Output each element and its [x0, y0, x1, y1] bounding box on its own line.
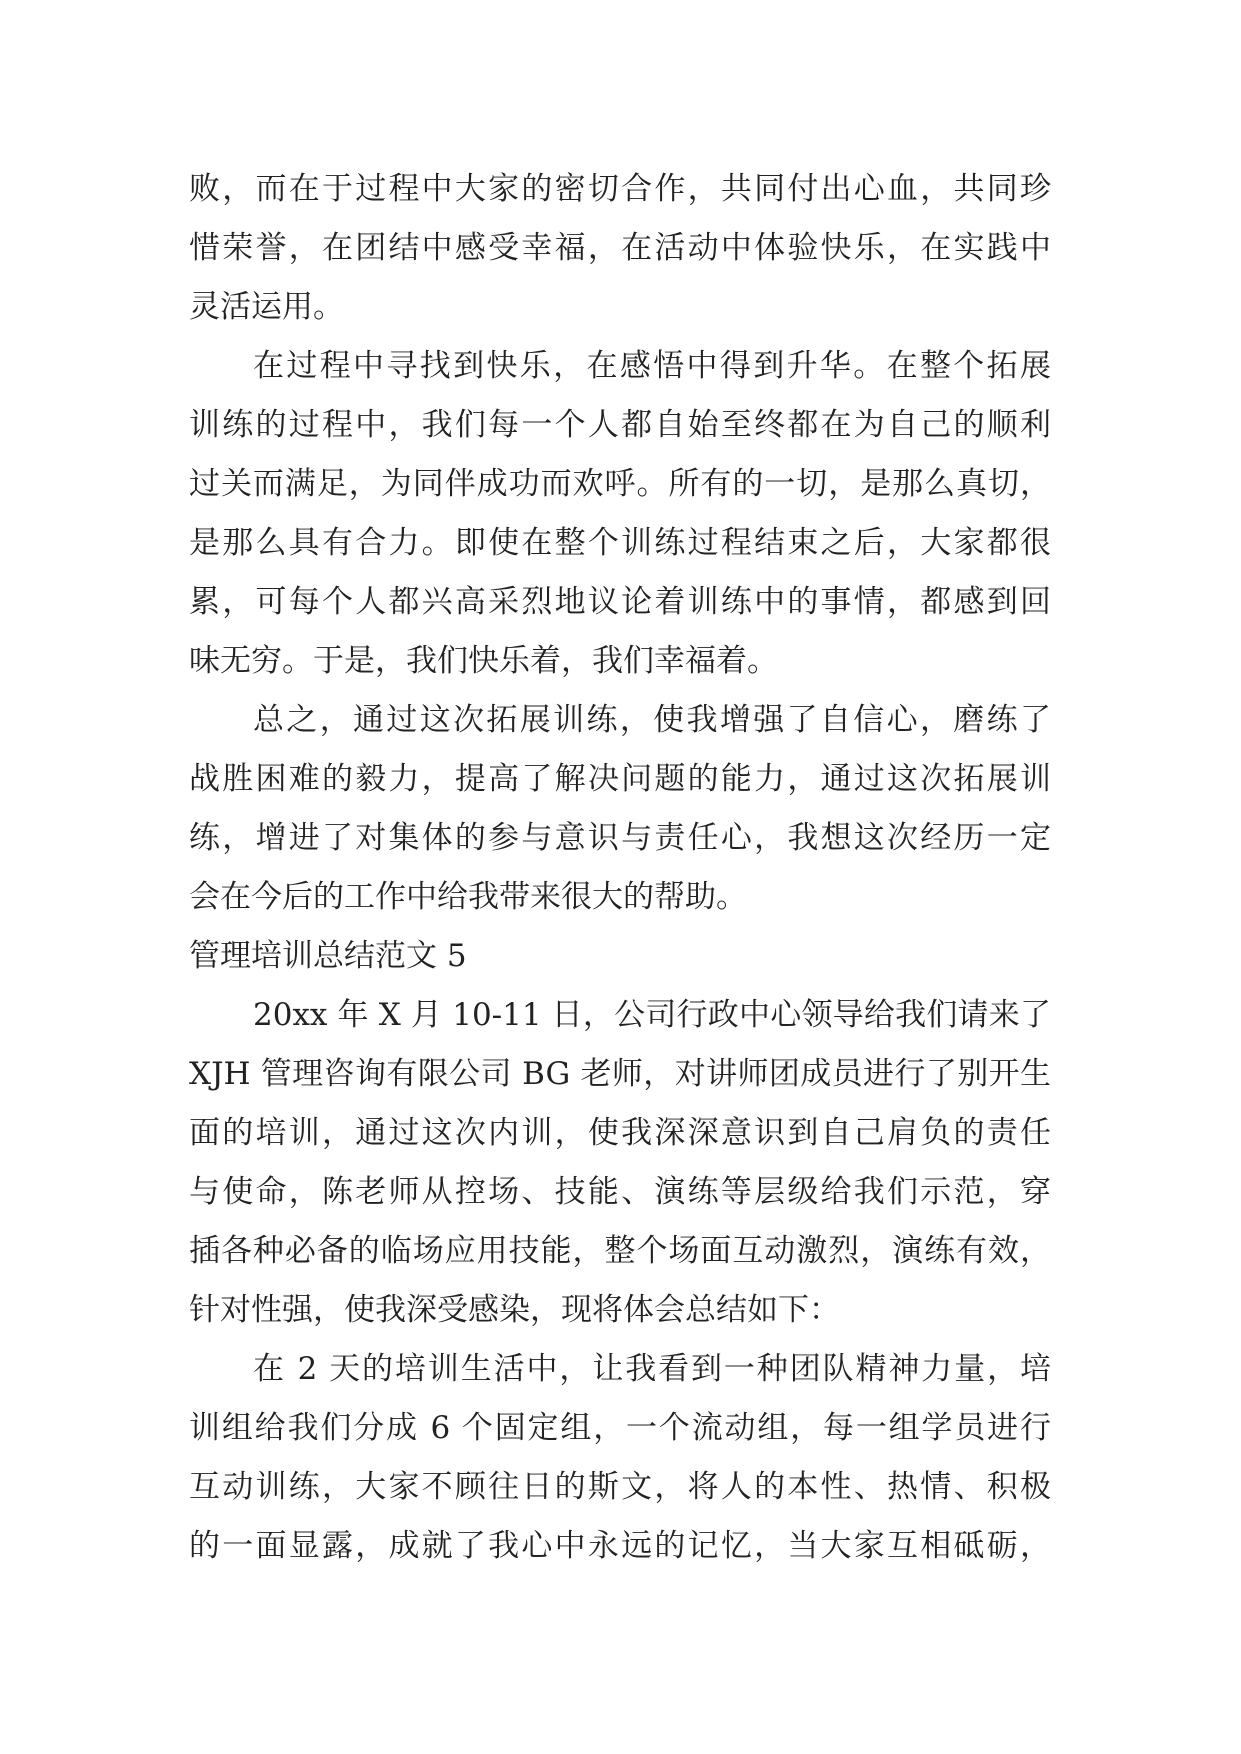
text-line: 的一面显露，成就了我心中永远的记忆，当大家互相砥砺， [189, 1528, 1051, 1564]
text-line: 面的培训，通过这次内训，使我深深意识到自己肩负的责任 [189, 1115, 1051, 1151]
text-line: 在过程中寻找到快乐，在感悟中得到升华。在整个拓展 [253, 348, 1051, 384]
text-line: 是那么具有合力。即使在整个训练过程结束之后，大家都很 [189, 525, 1051, 561]
text-line: XJH 管理咨询有限公司 BG 老师，对讲师团成员进行了别开生 [189, 1056, 1051, 1092]
paragraph-3 [189, 691, 1051, 927]
text-line: 累，可每个人都兴高采烈地议论着训练中的事情，都感到回 [189, 584, 1051, 620]
section-heading [189, 927, 1051, 986]
section-heading-text: 管理培训总结范文 5 [189, 938, 467, 974]
text-line: 味无穷。于是，我们快乐着，我们幸福着。 [189, 643, 778, 679]
text-line: 在 2 天的培训生活中，让我看到一种团队精神力量，培 [253, 1351, 1051, 1387]
paragraph-5 [189, 1340, 1051, 1576]
text-line: 战胜困难的毅力，提高了解决问题的能力，通过这次拓展训 [189, 761, 1051, 797]
text-line: 针对性强，使我深受感染，现将体会总结如下： [189, 1292, 840, 1328]
text-line: 总之，通过这次拓展训练，使我增强了自信心，磨练了 [253, 702, 1051, 738]
paragraph-1 [189, 160, 1051, 337]
text-line: 20xx 年 X 月 10-11 日，公司行政中心领导给我们请来了 [253, 997, 1051, 1033]
text-line: 败，而在于过程中大家的密切合作，共同付出心血，共同珍 [189, 171, 1051, 207]
paragraph-4 [189, 986, 1051, 1340]
text-line: 灵活运用。 [189, 289, 344, 325]
text-line: 会在今后的工作中给我带来很大的帮助。 [189, 879, 747, 915]
text-line: 互动训练，大家不顾往日的斯文，将人的本性、热情、积极 [189, 1469, 1051, 1505]
text-line: 练，增进了对集体的参与意识与责任心，我想这次经历一定 [189, 820, 1051, 856]
text-line: 训练的过程中，我们每一个人都自始至终都在为自己的顺利 [189, 407, 1051, 443]
text-line: 过关而满足，为同伴成功而欢呼。所有的一切，是那么真切， [189, 466, 1051, 502]
text-line: 训组给我们分成 6 个固定组，一个流动组，每一组学员进行 [189, 1410, 1051, 1446]
paragraph-2 [189, 337, 1051, 691]
text-line: 插各种必备的临场应用技能，整个场面互动激烈，演练有效， [189, 1233, 1051, 1269]
text-line: 惜荣誉，在团结中感受幸福，在活动中体验快乐，在实践中 [189, 230, 1051, 266]
document-body [189, 160, 1051, 1576]
text-line: 与使命，陈老师从控场、技能、演练等层级给我们示范，穿 [189, 1174, 1051, 1210]
